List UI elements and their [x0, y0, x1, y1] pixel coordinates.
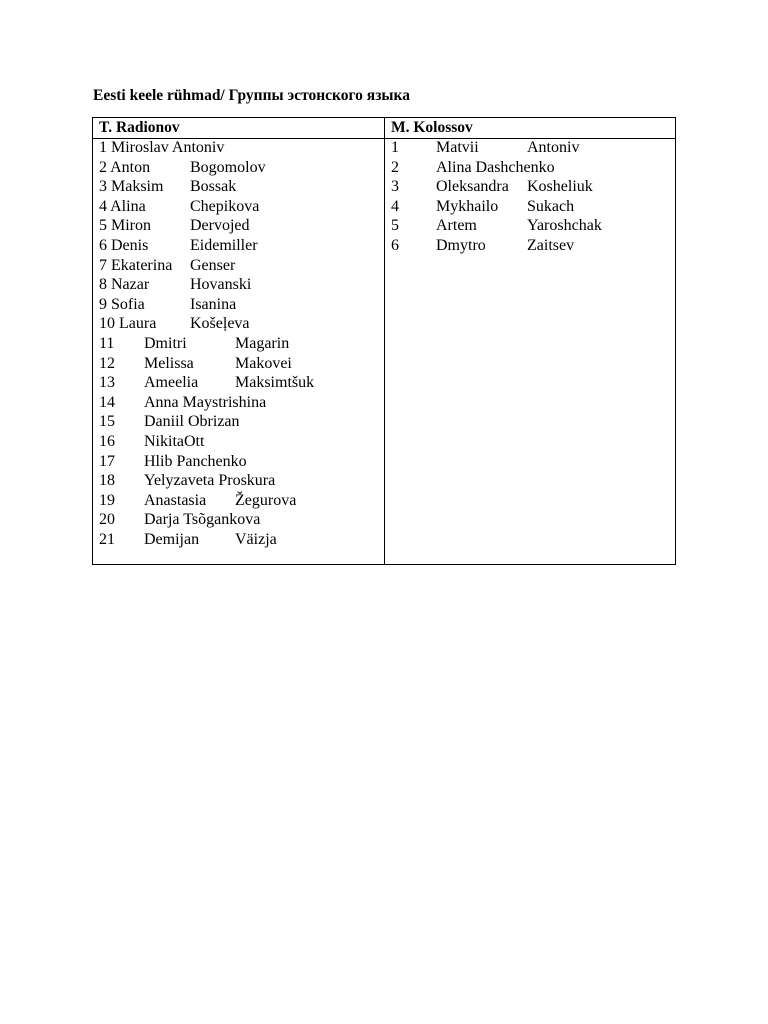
student-surname: Magarin [235, 334, 290, 352]
student-number-name: 4 Alina [99, 197, 146, 215]
student-surname: Bossak [190, 178, 237, 196]
student-first-name: Anastasia [144, 491, 207, 509]
student-number: 14 [99, 393, 115, 411]
student-number: 1 [391, 139, 399, 156]
student-surname: Yaroshchak [527, 217, 602, 235]
student-number-name: 9 Sofia [99, 295, 145, 313]
student-number-name: 6 Denis [99, 236, 149, 254]
student-full-name: Darja Tsõgankova [144, 511, 261, 529]
student-first-name: Artem [436, 217, 477, 235]
page-title: Eesti keele rühmad/ Группы эстонского языка [93, 87, 410, 104]
student-number-name: 1 Miroslav Antoniv [99, 139, 225, 156]
student-first-name: Dmitri [144, 334, 187, 352]
student-first-name: Matvii [436, 139, 479, 156]
student-surname: Eidemiller [190, 236, 258, 254]
column-divider [384, 118, 385, 564]
student-surname: Antoniv [527, 139, 580, 156]
groups-table [92, 117, 676, 565]
student-number: 21 [99, 530, 115, 548]
student-surname: Sukach [527, 197, 575, 215]
student-first-name: Melissa [144, 354, 194, 372]
student-surname: Košeļeva [190, 315, 250, 333]
student-number-name: 2 Anton [99, 158, 151, 176]
student-surname: Väizja [235, 530, 277, 548]
student-surname: Isanina [190, 295, 237, 313]
student-surname: Hovanski [190, 276, 252, 294]
student-full-name: NikitaOtt [144, 432, 205, 450]
student-surname: Makovei [235, 354, 292, 372]
student-number: 17 [99, 452, 115, 470]
student-number-name: 7 Ekaterina [99, 256, 173, 274]
student-number: 18 [99, 472, 115, 490]
student-number: 3 [391, 178, 399, 196]
student-surname: Genser [190, 256, 236, 274]
student-number: 6 [391, 236, 399, 254]
student-number: 5 [391, 217, 399, 235]
student-number: 4 [391, 197, 399, 215]
student-first-name: Dmytro [436, 236, 486, 254]
student-full-name: Daniil Obrizan [144, 413, 240, 431]
student-number: 13 [99, 374, 115, 392]
student-full-name: Yelyzaveta Proskura [144, 472, 276, 490]
student-surname: Dervojed [190, 217, 250, 235]
student-number: 2 [391, 158, 399, 176]
student-first-name: Mykhailo [436, 197, 499, 215]
student-number: 11 [99, 334, 115, 352]
student-full-name: Alina Dashchenko [436, 158, 555, 176]
student-number: 19 [99, 491, 115, 509]
student-number: 20 [99, 511, 115, 529]
student-first-name: Ameelia [144, 374, 199, 392]
student-number-name: 5 Miron [99, 217, 151, 235]
left-group-teacher: T. Radionov [99, 119, 180, 136]
student-number-name: 3 Maksim [99, 178, 164, 196]
student-surname: Bogomolov [190, 158, 266, 176]
student-surname: Kosheliuk [527, 178, 593, 196]
student-surname: Maksimtšuk [235, 374, 315, 392]
student-number: 12 [99, 354, 115, 372]
student-first-name: Oleksandra [436, 178, 509, 196]
student-surname: Zaitsev [527, 236, 575, 254]
student-first-name: Demijan [144, 530, 200, 548]
student-surname: Chepikova [190, 197, 260, 215]
student-surname: Žegurova [235, 491, 297, 509]
student-number-name: 10 Laura [99, 315, 157, 333]
student-number: 15 [99, 413, 115, 431]
student-number: 16 [99, 432, 115, 450]
student-number-name: 8 Nazar [99, 276, 150, 294]
student-full-name: Hlib Panchenko [144, 452, 247, 470]
right-group-teacher: M. Kolossov [391, 119, 473, 136]
student-full-name: Anna Maystrishina [144, 393, 267, 411]
